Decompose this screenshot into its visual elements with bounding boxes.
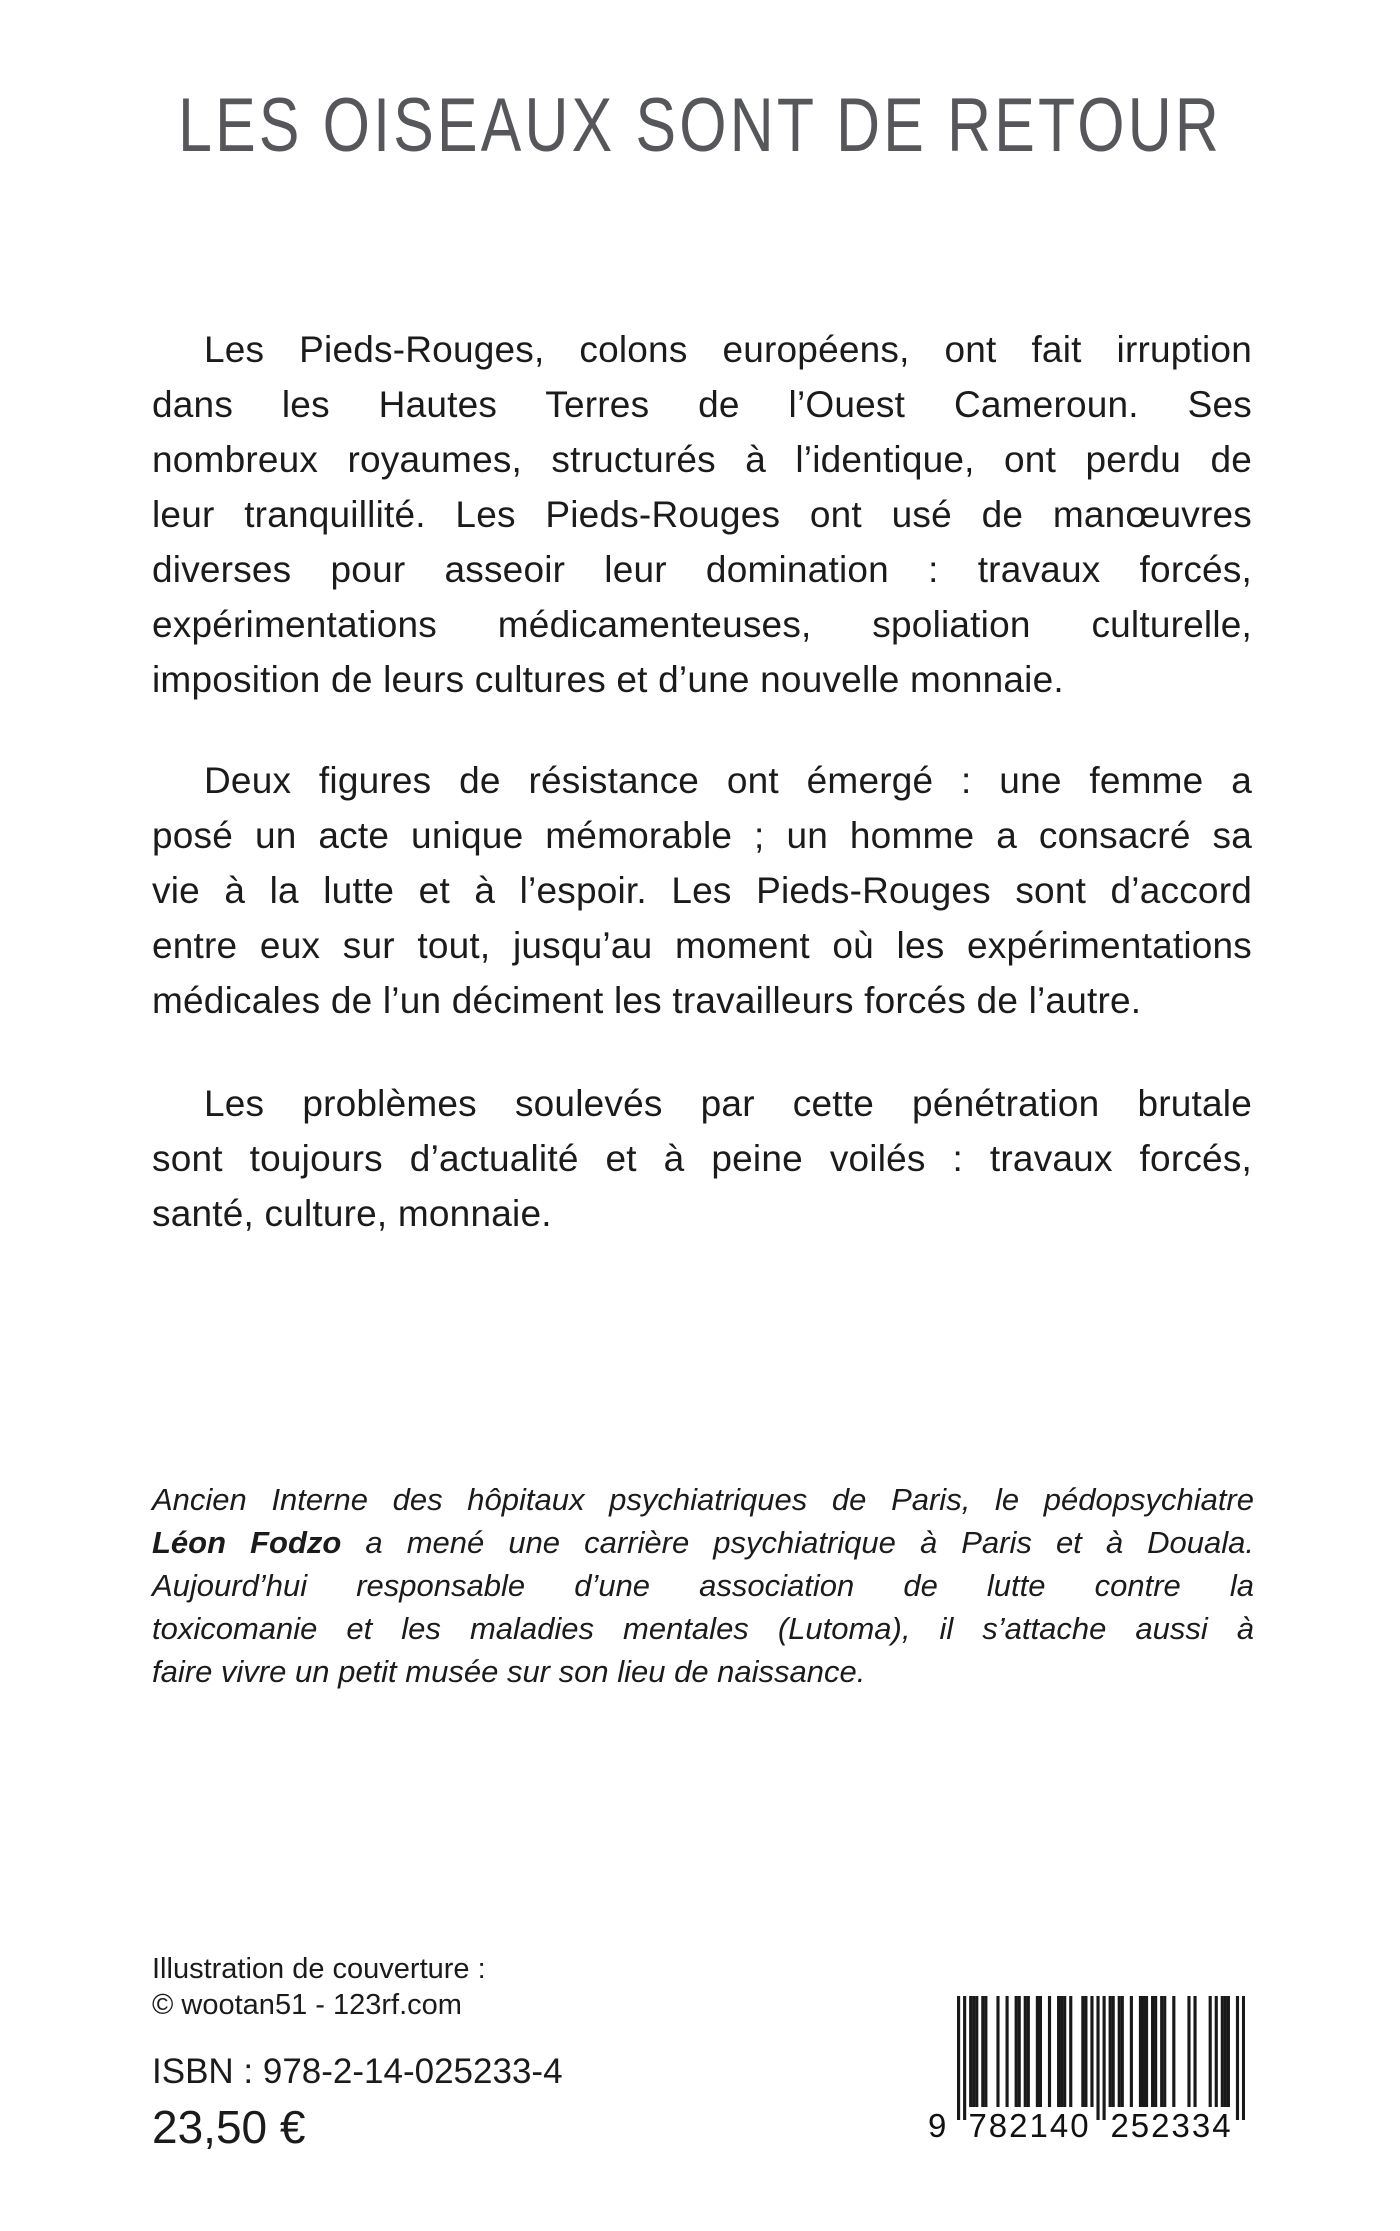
book-title: LES OISEAUX SONT DE RETOUR [178, 83, 1222, 168]
barcode-block [930, 1996, 1260, 2156]
text-line: santé, culture, monnaie. [152, 1193, 552, 1234]
synopsis-paragraph-3 [152, 1076, 1252, 1241]
author-bio [152, 1478, 1254, 1693]
text-line: Aujourd’hui responsable d’une association de lutte contre la [152, 1568, 1254, 1603]
text-line: dans les Hautes Terres de l’Ouest Cameroun. Ses [152, 384, 1252, 425]
synopsis-paragraph-1 [152, 322, 1252, 707]
text-line: Les Pieds-Rouges, colons européens, ont fait irruption [204, 329, 1252, 370]
text-line: vie à la lutte et à l’espoir. Les Pieds-Rouges sont d’accord [152, 870, 1252, 911]
text-line: sont toujours d’actualité et à peine voilés : travaux forcés, [152, 1138, 1252, 1179]
text-line: expérimentations médicamenteuses, spoliation culturelle, [152, 604, 1252, 645]
isbn-number: ISBN : 978-2-14-025233-4 [152, 2052, 563, 2091]
text-line: nombreux royaumes, structurés à l’identique, ont perdu de [152, 439, 1252, 480]
barcode-digits-right: 252334 [1110, 2107, 1233, 2144]
barcode-digit-first: 9 [928, 2107, 949, 2144]
synopsis-paragraph-2 [152, 753, 1252, 1028]
cover-illustration-credit [152, 1951, 486, 2023]
illustration-credit-source: © wootan51 - 123rf.com [152, 1989, 462, 2021]
text-line: entre eux sur tout, jusqu’au moment où les expérimentations [152, 925, 1252, 966]
ean13-barcode [957, 1996, 1245, 2120]
illustration-credit-label: Illustration de couverture : [152, 1953, 486, 1985]
text-line: Ancien Interne des hôpitaux psychiatriques de Paris, le pédopsychiatre [152, 1482, 1254, 1517]
text-line: leur tranquillité. Les Pieds-Rouges ont usé de manœuvres [152, 494, 1252, 535]
text-line: médicales de l’un déciment les travailleurs forcés de l’autre. [152, 980, 1142, 1021]
price: 23,50 € [152, 2101, 306, 2153]
text-line: Deux figures de résistance ont émergé : une femme a [204, 760, 1252, 801]
text-line: faire vivre un petit musée sur son lieu de naissance. [152, 1654, 866, 1689]
text-line: diverses pour asseoir leur domination : travaux forcés, [152, 549, 1252, 590]
text-line: Les problèmes soulevés par cette pénétration brutale [204, 1083, 1252, 1124]
barcode-digits-left: 782140 [968, 2107, 1091, 2144]
text-line: toxicomanie et les maladies mentales (Lutoma), il s’attache aussi à [152, 1611, 1254, 1646]
text-line: imposition de leurs cultures et d’une nouvelle monnaie. [152, 659, 1064, 700]
text-line: posé un acte unique mémorable ; un homme a consacré sa [152, 815, 1252, 856]
text-line: Léon Fodzo a mené une carrière psychiatrique à Paris et à Douala. [152, 1525, 1255, 1560]
